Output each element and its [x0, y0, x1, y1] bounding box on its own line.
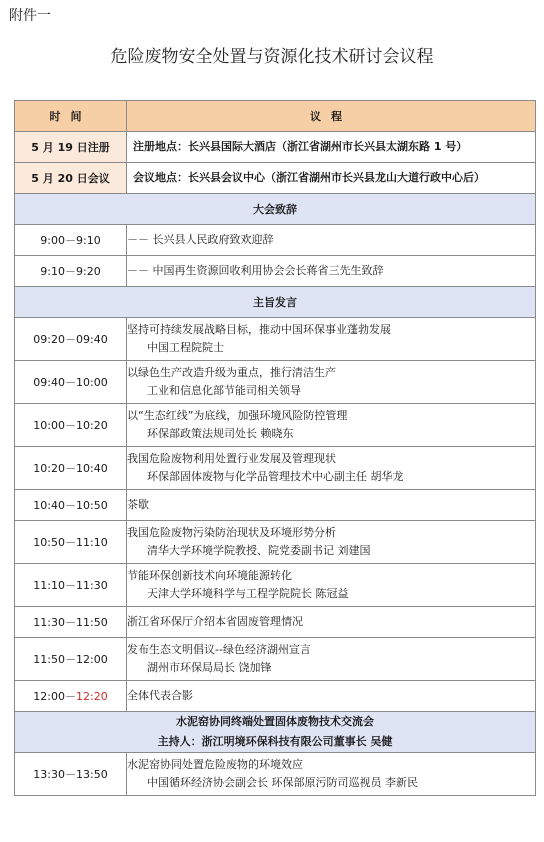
item-topic: 我国危险废物利用处置行业发展及管理现状 — [127, 452, 336, 465]
date-row-meeting — [15, 163, 536, 194]
section-title: 主旨发言 — [15, 287, 536, 318]
time-cell: 10:00－10:20 — [15, 404, 127, 447]
time-cell: 11:30－11:50 — [15, 607, 127, 638]
item-text: －－ 中国再生资源回收利用协会会长蒋省三先生致辞 — [127, 256, 536, 287]
session-host: 主持人：浙江明境环保科技有限公司董事长 吴健 — [157, 735, 393, 748]
item-cell — [127, 564, 536, 607]
time-cell: 11:50－12:00 — [15, 638, 127, 681]
agenda-row — [15, 256, 536, 287]
header-time: 时间 — [15, 101, 127, 132]
section-opening — [15, 194, 536, 225]
item-text: 浙江省环保厅介绍本省固废管理情况 — [127, 607, 536, 638]
item-text: 全体代表合影 — [127, 681, 536, 712]
agenda-table — [14, 100, 536, 796]
item-topic: 节能环保创新技术向环境能源转化 — [127, 569, 292, 582]
item-topic: 坚持可持续发展战略目标，推动中国环保事业蓬勃发展 — [127, 323, 391, 336]
item-speaker: 湖州市环保局局长 饶加锋 — [147, 661, 272, 674]
time-cell: 09:40－10:00 — [15, 361, 127, 404]
agenda-row — [15, 225, 536, 256]
item-speaker: 清华大学环境学院教授、院党委副书记 刘建国 — [147, 544, 371, 557]
agenda-row — [15, 564, 536, 607]
venue-cell: 注册地点：长兴县国际大酒店（浙江省湖州市长兴县太湖东路 1 号） — [127, 132, 536, 163]
header-agenda: 议程 — [127, 101, 536, 132]
item-cell — [127, 447, 536, 490]
section-keynote — [15, 287, 536, 318]
table-header — [15, 101, 536, 132]
date-row-registration — [15, 132, 536, 163]
item-speaker: 中国循环经济协会副会长 环保部原污防司巡视员 李新民 — [147, 776, 418, 789]
time-cell: 10:40－10:50 — [15, 490, 127, 521]
item-cell — [127, 521, 536, 564]
time-cell: 13:30－13:50 — [15, 753, 127, 796]
agenda-row — [15, 490, 536, 521]
time-cell — [15, 681, 127, 712]
session-band — [15, 712, 536, 753]
item-speaker: 天津大学环境科学与工程学院院长 陈冠益 — [147, 587, 349, 600]
item-topic: 以绿色生产改造升级为重点，推行清洁生产 — [127, 366, 336, 379]
agenda-row — [15, 404, 536, 447]
date-cell: 5 月 19 日注册 — [15, 132, 127, 163]
time-end: 12:20 — [76, 690, 108, 703]
item-cell — [127, 404, 536, 447]
time-cell: 10:20－10:40 — [15, 447, 127, 490]
agenda-row — [15, 447, 536, 490]
item-topic: 发布生态文明倡议--绿色经济湖州宣言 — [127, 643, 311, 656]
item-cell — [127, 361, 536, 404]
item-speaker: 环保部政策法规司处长 赖晓东 — [147, 427, 294, 440]
item-topic: 我国危险废物污染防治现状及环境形势分析 — [127, 526, 336, 539]
agenda-row — [15, 607, 536, 638]
venue-cell: 会议地点：长兴县会议中心（浙江省湖州市长兴县龙山大道行政中心后） — [127, 163, 536, 194]
agenda-row — [15, 638, 536, 681]
item-text: －－ 长兴县人民政府致欢迎辞 — [127, 225, 536, 256]
session-title: 水泥窑协同终端处置固体废物技术交流会 — [176, 715, 374, 728]
date-cell: 5 月 20 日会议 — [15, 163, 127, 194]
item-topic: 以“生态红线”为底线，加强环境风险防控管理 — [127, 409, 348, 422]
item-speaker: 环保部固体废物与化学品管理技术中心副主任 胡华龙 — [147, 470, 404, 483]
item-cell — [127, 638, 536, 681]
item-cell — [127, 753, 536, 796]
item-text: 茶歇 — [127, 490, 536, 521]
time-start: 12:00－ — [33, 690, 76, 703]
item-topic: 水泥窑协同处置危险废物的环境效应 — [127, 758, 303, 771]
item-speaker: 中国工程院院士 — [147, 341, 224, 354]
time-cell: 11:10－11:30 — [15, 564, 127, 607]
agenda-row — [15, 521, 536, 564]
annex-label: 附件一 — [9, 8, 51, 24]
time-cell: 09:20－09:40 — [15, 318, 127, 361]
session-cell — [15, 712, 536, 753]
time-cell: 9:10－9:20 — [15, 256, 127, 287]
item-speaker: 工业和信息化部节能司相关领导 — [147, 384, 301, 397]
agenda-row — [15, 361, 536, 404]
agenda-row — [15, 318, 536, 361]
item-cell — [127, 318, 536, 361]
agenda-row — [15, 753, 536, 796]
time-cell: 9:00－9:10 — [15, 225, 127, 256]
agenda-row-photo — [15, 681, 536, 712]
time-cell: 10:50－11:10 — [15, 521, 127, 564]
page-title: 危险废物安全处置与资源化技术研讨会议程 — [110, 47, 434, 67]
section-title: 大会致辞 — [15, 194, 536, 225]
